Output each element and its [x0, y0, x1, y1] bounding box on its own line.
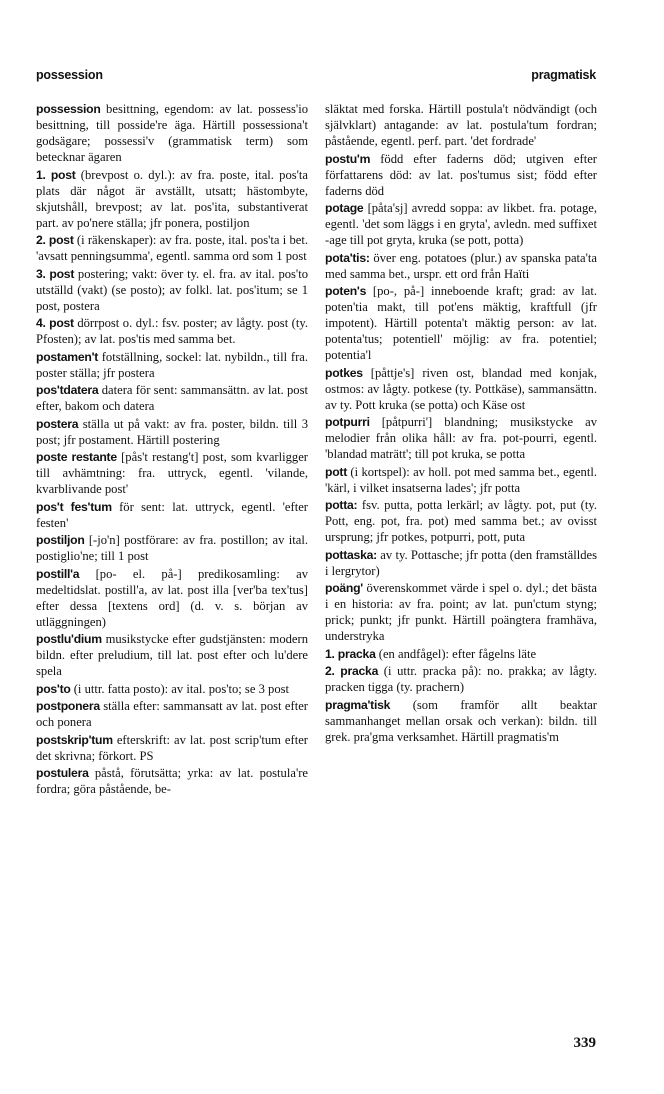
dictionary-entry [36, 382, 308, 414]
headword: pragma'tisk [325, 697, 391, 712]
dictionary-entry [36, 449, 308, 497]
dictionary-entry [36, 631, 308, 679]
dictionary-entry [36, 416, 308, 448]
dictionary-entry [325, 580, 597, 644]
running-head-left: possession [36, 68, 103, 82]
entry-text: [po- el. på-] predikosamling: av medeltidslat. postill'a, av lat. post illa [ver'ba tex'tus] efter dessa [textens ord] (d. v. s. början av utläggningen) [36, 566, 308, 629]
headword: 1. pracka [325, 646, 376, 661]
entry-text: påstå, förutsätta; yrka: av lat. postula're fordra; göra påstående, be- [36, 766, 308, 797]
left-column [36, 101, 308, 799]
headword: 3. post [36, 266, 75, 281]
entry-text: över eng. potatoes (plur.) av spanska pata'ta med samma bet., urspr. ett ord från Haïti [325, 250, 597, 281]
headword: 1. post [36, 167, 76, 182]
entry-text: [-jo'n] postförare: av fra. postillon; av ital. postiglio'ne; till 1 post [36, 533, 308, 564]
headword: potta: [325, 498, 358, 513]
dictionary-entry [325, 697, 597, 745]
headword: potpurri [325, 415, 370, 430]
dictionary-entry [325, 250, 597, 282]
headword: postu'm [325, 151, 371, 166]
dictionary-entry [36, 532, 308, 564]
headword: 2. pracka [325, 664, 379, 679]
headword: postera [36, 416, 79, 431]
entry-text: (som framför allt beaktar sammanhanget mellan orsak och verkan): bildn. till grek. pra'gma verksamhet. Härtill pragmatis'm [325, 697, 597, 744]
entry-text: fsv. putta, potta lerkärl; av lågty. pot, put (ty. Pott, eng. pot, fra. pot) med samma bet.; av ovisst ursprung; jfr potkes, potpurri, pott, puta [325, 498, 597, 545]
dictionary-entry [325, 464, 597, 496]
entry-text: musikstycke efter gudstjänsten: modern bildn. efter preludium, till lat. post efter och lu'dere spela [36, 632, 308, 679]
headword: potkes [325, 365, 363, 380]
entry-text: (i uttr. fatta posto): av ital. pos'to; se 3 post [70, 681, 290, 696]
dictionary-entry [36, 101, 308, 165]
right-column [325, 101, 597, 746]
entry-text: av ty. Pottasche; jfr potta (den framställdes i lergrytor) [325, 547, 597, 578]
entry-text: postering; vakt: över ty. el. fra. av ital. pos'to utställd (vakt) (se posto); av folkl. lat. pos'itum; se 1 post, postera [36, 266, 309, 313]
headword: potage [325, 201, 364, 216]
headword: pota'tis: [325, 250, 370, 265]
entry-text: (brevpost o. dyl.): av fra. poste, ital. pos'ta plats där något är avställt, utsatt; hästombyte, skjutshåll, brevpost; av lat. pos'ita, substantiverat part. av po'nere ställa; jfr ponera, postiljon [36, 167, 309, 230]
dictionary-entry [36, 315, 308, 347]
headword: pott [325, 464, 348, 479]
headword: poste restante [36, 450, 117, 465]
headword: pos't fes'tum [36, 499, 112, 514]
entry-text: datera för sent: sammansättn. av lat. post efter, bakom och datera [36, 383, 308, 414]
dictionary-entry [36, 765, 308, 797]
entry-text: (i kortspel): av holl. pot med samma bet., egentl. 'kärl, i vilket insatserna lades'; jfr potta [325, 464, 597, 495]
page-number: 339 [573, 1035, 596, 1051]
headword: postponera [36, 699, 100, 714]
dictionary-entry [325, 646, 597, 662]
dictionary-entry [325, 283, 597, 363]
dictionary-entry [36, 266, 308, 314]
entry-text: (i räkenskaper): av fra. poste, ital. pos'ta i bet. 'avsatt penningsumma', egentl. samma ord som 1 post [36, 233, 309, 264]
dictionary-entry [325, 497, 597, 545]
headword: postamen't [36, 349, 99, 364]
dictionary-entry [325, 414, 597, 462]
entry-text: efterskrift: av lat. post scrip'tum efter det skrivna; förkort. PS [36, 732, 308, 763]
dictionary-entry [325, 547, 597, 579]
headword: postskrip'tum [36, 732, 113, 747]
headword: pottaska: [325, 547, 377, 562]
dictionary-entry [36, 499, 308, 531]
dictionary-entry [36, 732, 308, 764]
headword: poten's [325, 284, 367, 299]
headword: 2. post [36, 233, 74, 248]
dictionary-entry [325, 151, 597, 199]
dictionary-entry [325, 663, 597, 695]
dictionary-entry [36, 349, 308, 381]
dictionary-entry [325, 101, 597, 149]
dictionary-entry [36, 167, 308, 231]
entry-text: [påta'sj] avredd soppa: av likbet. fra. potage, egentl. 'det som läggs i en gryta', avledn. med suffixet -age till pot gryta, kruka (se pott, potta) [325, 201, 597, 248]
entry-text: ställa efter: sammansatt av lat. post efter och ponera [36, 699, 308, 730]
entry-text: överenskommet värde i spel o. dyl.; det bästa i en historia: av fra. point; av lat. pun'ctum styng; prick; punkt; jfr punkt. Härtill poängtera framhäva, understryka [325, 581, 597, 644]
entry-text: [po-, på-] inneboende kraft; grad: av lat. poten'tia makt, till pot'ens mäktig, kraftfull (jfr impotent). Härtill potenta't mäktig person: av lat. potenta'tus; potentiell' möjlig: av fra. potentiel; potentia'l [325, 284, 597, 363]
headword: possession [36, 102, 101, 116]
entry-text: för sent: lat. uttryck, egentl. 'efter festen' [36, 499, 308, 530]
headword: postill'a [36, 566, 80, 581]
headword: pos'tdatera [36, 383, 99, 398]
dictionary-entry [36, 566, 308, 630]
entry-text: besittning, egendom: av lat. possess'io besittning, till posside're äga. Härtill possessiona't godsägare; possessi'v (grammatisk term) som betecknar ägaren [36, 102, 308, 165]
dictionary-entry [36, 698, 308, 730]
headword: postulera [36, 766, 89, 781]
dictionary-entry [325, 200, 597, 248]
entry-text: (i uttr. pracka på): no. prakka; av lågty. pracken tigga (ty. prachern) [325, 664, 597, 695]
headword: postiljon [36, 533, 85, 548]
running-head-right: pragmatisk [531, 68, 596, 82]
dictionary-entry [36, 681, 308, 697]
headword: 4. post [36, 316, 74, 331]
headword: poäng' [325, 581, 363, 596]
entry-text: släktat med forska. Härtill postula't nödvändigt (och självklart) antagande: av lat. postula'tum fordran; påstående, egentl. perf. part. 'det fordrade' [325, 102, 597, 149]
entry-text: dörrpost o. dyl.: fsv. poster; av lågty. post (ty. Pfosten); av lat. pos'tis med samma bet. [36, 316, 308, 347]
dictionary-entry [325, 365, 597, 413]
entry-text: fotställning, sockel: lat. nybildn., till fra. poster ställa; jfr postera [36, 349, 308, 380]
headword: postlu'dium [36, 632, 102, 647]
entry-text: [pås't restang't] post, som kvarligger till avhämtning: fra. uttryck, egentl. 'vilande, kvarblivande post' [36, 450, 308, 497]
entry-text: [påttje's] riven ost, blandad med konjak, ostmos: av lågty. potkese (ty. Pottkäse), sammansättn. av ty. Pott kruka (se potta) och Käse ost [325, 365, 597, 412]
headword: pos'to [36, 681, 71, 696]
dictionary-entry [36, 232, 308, 264]
entry-text: (en andfågel): efter fågelns läte [375, 646, 537, 661]
entry-text: ställa ut på vakt: av fra. poster, bildn. till 3 post; jfr postament. Härtill postering [36, 416, 308, 447]
entry-text: född efter faderns död; utgiven efter författarens död: av lat. pos'tumus sist; född efter faderns död [325, 151, 597, 198]
entry-text: [påtpurri'] blandning; musikstycke av melodier från olika håll: av fra. pot-pourri, egentl. 'blandad maträtt'; till pot kruka, se potta [325, 415, 597, 462]
